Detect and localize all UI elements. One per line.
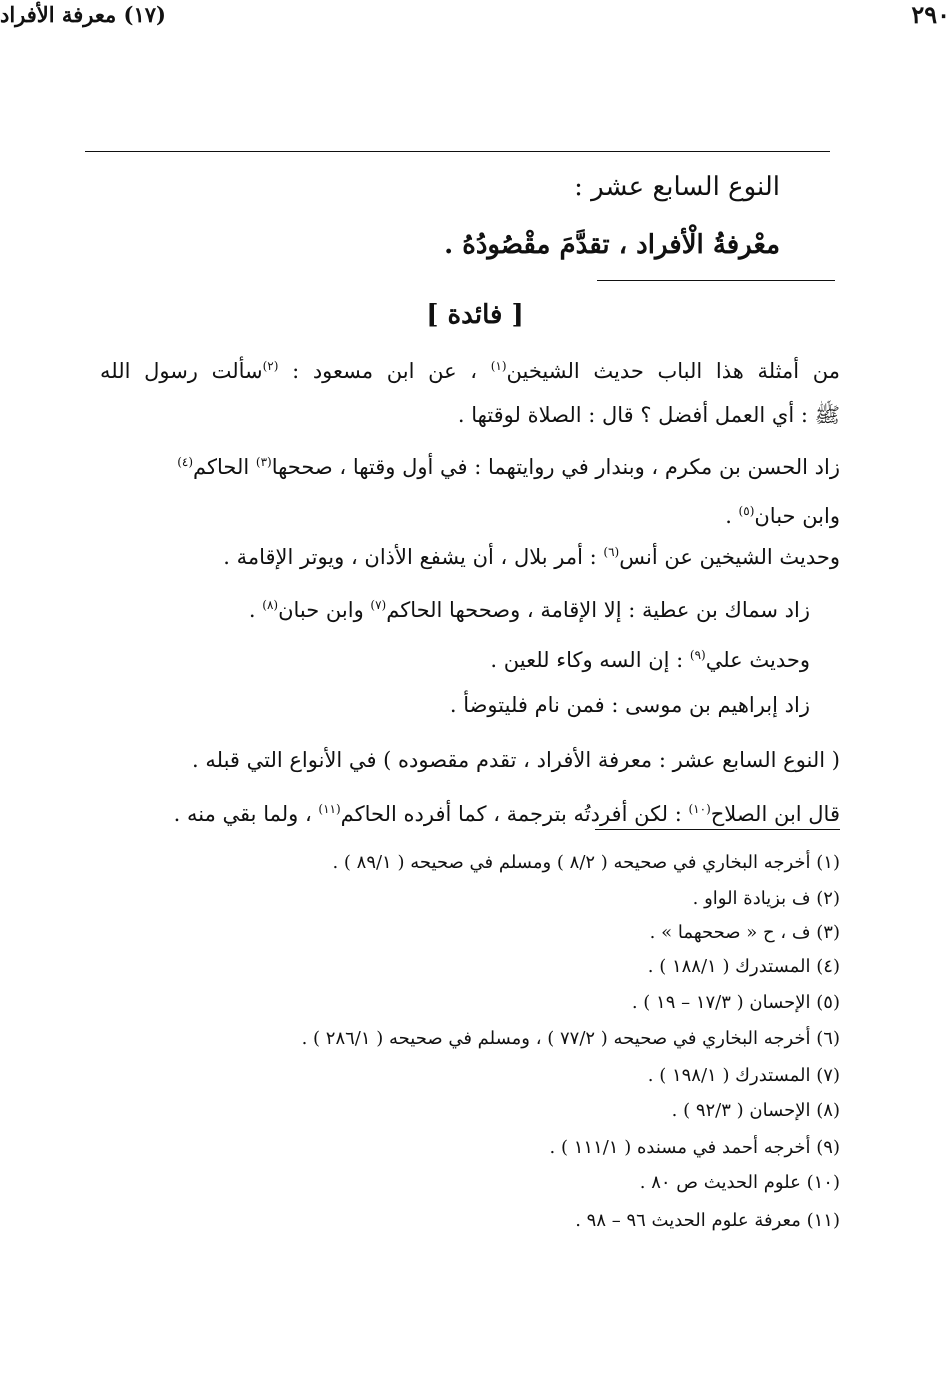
footnote-11: (١١) معرفة علوم الحديث ٩٦ – ٩٨ . (575, 1210, 840, 1231)
paragraph-4: زاد سماك بن عطية : إلا الإقامة ، وصححها الحاكم$^{(٧)}$ وابن حبان$^{(٨)}$ . (248, 598, 810, 622)
running-head (0, 0, 950, 40)
footnote-7: (٧) المستدرك ( ١٩٨/١ ) . (647, 1065, 840, 1086)
footnote-6: (٦) أخرجه البخاري في صحيحه ( ٧٧/٢ ) ، ومسلم في صحيحه ( ٢٨٦/١ ) . (301, 1028, 840, 1049)
section-type-title: معْرفةُ الْأفراد ، تقدَّمَ مقْصُودُهُ . (444, 230, 780, 260)
footnote-ref-10[interactable]: (١٠) (688, 802, 711, 816)
footnote-2: (٢) ف بزيادة الواو . (692, 888, 840, 909)
paragraph-1 (100, 344, 840, 437)
footnote-ref-1[interactable]: (١) (490, 359, 507, 373)
paragraph-6: زاد إبراهيم بن موسى : فمن نام فليتوضأ . (449, 693, 810, 717)
header-rule (85, 151, 830, 152)
section-type-label: النوع السابع عشر : (574, 172, 780, 202)
footnote-ref-8[interactable]: (٨) (262, 598, 279, 612)
paragraph-8: قال ابن الصلاح$^{(١٠)}$ : لكن أفردتُه بترجمة ، كما أفرده الحاكم$^{(١١)}$ ، ولما بقي منه . (173, 802, 840, 826)
paragraph-3: وحديث الشيخين عن أنس$^{(٦)}$ : أمر بلال ، أن يشفع الأذان ، ويوتر الإقامة . (223, 545, 840, 569)
footnote-ref-2[interactable]: (٢) (262, 359, 279, 373)
title-underline (597, 280, 835, 281)
paragraph-1-line-1: من أمثلة هذا الباب حديث الشيخين$^{(١)}$ ، عن ابن مسعود : $^{(٢)}$سألت رسول الله (100, 359, 840, 383)
footnote-separator (595, 829, 840, 830)
footnote-8: (٨) الإحسان ( ٩٢/٣ ) . (671, 1100, 840, 1121)
footnote-ref-3[interactable]: (٣) (255, 455, 272, 469)
chapter-title: (١٧) معرفة الأفراد (0, 2, 166, 27)
footnote-ref-11[interactable]: (١١) (318, 802, 341, 816)
footnote-ref-9[interactable]: (٩) (689, 648, 706, 662)
paragraph-1-line-2: ﷺ : أي العمل أفضل ؟ قال : الصلاة لوقتها . (457, 403, 840, 427)
footnote-ref-4[interactable]: (٤) (177, 455, 194, 469)
footnote-ref-7[interactable]: (٧) (370, 598, 387, 612)
paragraph-2-line-1: زاد الحسن بن مكرم ، وبندار في روايتهما : في أول وقتها ، صححها$^{(٣)}$ الحاكم$^{(٤)}$ (177, 455, 840, 479)
footnote-1: (١) أخرجه البخاري في صحيحه ( ٨/٢ ) ومسلم في صحيحه ( ٨٩/١ ) . (332, 852, 840, 873)
footnote-10: (١٠) علوم الحديث ص ٨٠ . (639, 1172, 840, 1193)
page-number: ٢٩٠ (911, 0, 950, 29)
footnote-4: (٤) المستدرك ( ١٨٨/١ ) . (647, 956, 840, 977)
paragraph-2-line-2: وابن حبان$^{(٥)}$ . (725, 504, 840, 528)
paragraph-2 (100, 440, 840, 538)
footnote-5: (٥) الإحسان ( ١٧/٣ – ١٩ ) . (631, 992, 840, 1013)
footnote-ref-6[interactable]: (٦) (603, 545, 620, 559)
paragraph-5: وحديث علي$^{(٩)}$ : إن السه وكاء للعين . (490, 648, 810, 672)
footnote-3: (٣) ف ، ح « صححهما » . (649, 922, 840, 943)
footnote-9: (٩) أخرجه أحمد في مسنده ( ١١١/١ ) . (549, 1137, 840, 1158)
paragraph-7: ( النوع السابع عشر : معرفة الأفراد ، تقدم مقصوده ) في الأنواع التي قبله . (192, 748, 840, 772)
benefit-heading: [ فائدة ] (426, 300, 524, 330)
footnote-ref-5[interactable]: (٥) (738, 504, 755, 518)
